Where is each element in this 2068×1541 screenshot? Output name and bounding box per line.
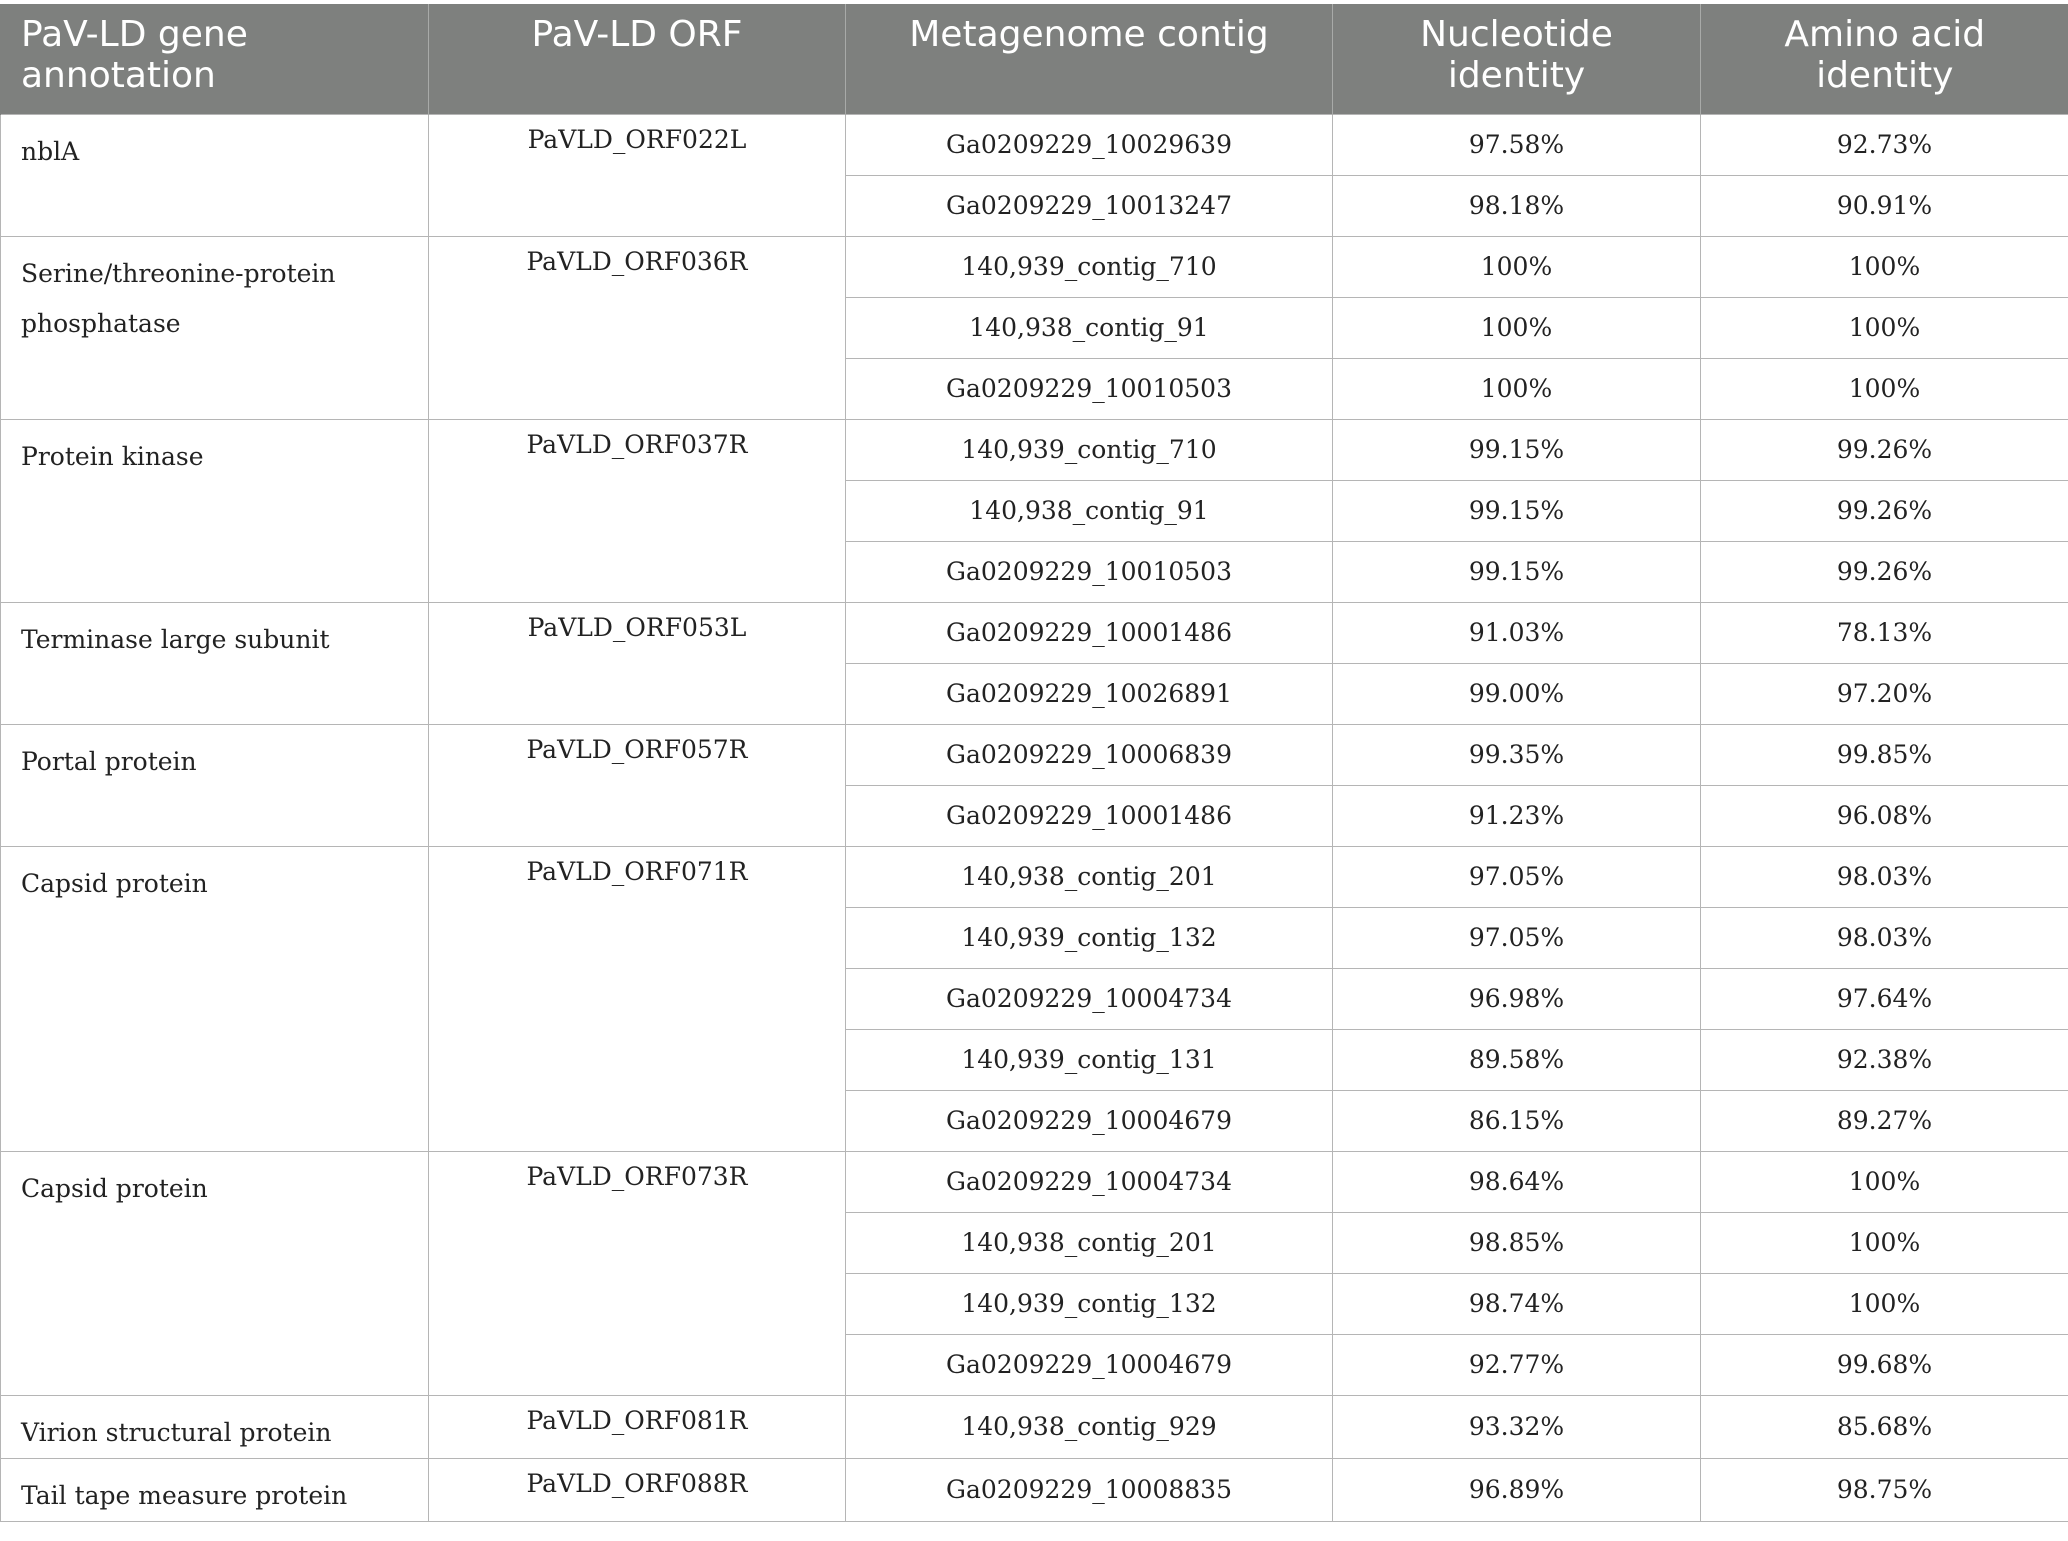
nucleotide-identity-cell: 98.74% <box>1333 1273 1701 1334</box>
amino-acid-identity-cell: 98.75% <box>1701 1458 2068 1521</box>
header-amino-acid-identity: Amino acid identity <box>1701 4 2068 114</box>
contig-cell: 140,938_contig_201 <box>846 846 1333 907</box>
nucleotide-identity-cell: 98.18% <box>1333 175 1701 236</box>
contig-cell: Ga0209229_10004679 <box>846 1334 1333 1395</box>
amino-acid-identity-cell: 100% <box>1701 358 2068 419</box>
table-row <box>1 1151 2068 1212</box>
amino-acid-identity-cell: 100% <box>1701 297 2068 358</box>
orf-cell: PaVLD_ORF036R <box>429 236 846 419</box>
amino-acid-identity-cell: 99.26% <box>1701 419 2068 480</box>
gene-annotation-cell: Capsid protein <box>1 1151 429 1395</box>
contig-cell: Ga0209229_10006839 <box>846 724 1333 785</box>
nucleotide-identity-cell: 97.05% <box>1333 846 1701 907</box>
gene-annotation-cell: nblA <box>1 114 429 236</box>
gene-annotation-cell: Protein kinase <box>1 419 429 602</box>
gene-annotation-cell: Terminase large subunit <box>1 602 429 724</box>
amino-acid-identity-cell: 85.68% <box>1701 1395 2068 1458</box>
nucleotide-identity-cell: 99.15% <box>1333 419 1701 480</box>
orf-cell: PaVLD_ORF073R <box>429 1151 846 1395</box>
nucleotide-identity-cell: 96.89% <box>1333 1458 1701 1521</box>
contig-cell: 140,939_contig_132 <box>846 1273 1333 1334</box>
contig-cell: 140,939_contig_710 <box>846 419 1333 480</box>
contig-cell: Ga0209229_10010503 <box>846 541 1333 602</box>
header-row <box>1 4 2068 114</box>
nucleotide-identity-cell: 100% <box>1333 297 1701 358</box>
nucleotide-identity-cell: 97.58% <box>1333 114 1701 175</box>
orf-cell: PaVLD_ORF088R <box>429 1458 846 1521</box>
orf-cell: PaVLD_ORF071R <box>429 846 846 1151</box>
orf-cell: PaVLD_ORF057R <box>429 724 846 846</box>
amino-acid-identity-cell: 92.38% <box>1701 1029 2068 1090</box>
nucleotide-identity-cell: 100% <box>1333 236 1701 297</box>
amino-acid-identity-cell: 99.85% <box>1701 724 2068 785</box>
contig-cell: Ga0209229_10001486 <box>846 785 1333 846</box>
nucleotide-identity-cell: 100% <box>1333 358 1701 419</box>
gene-annotation-cell: Portal protein <box>1 724 429 846</box>
table-row <box>1 724 2068 785</box>
header-orf: PaV-LD ORF <box>429 4 846 114</box>
table-row <box>1 1458 2068 1521</box>
header-gene-annotation: PaV-LD gene annotation <box>1 4 429 114</box>
nucleotide-identity-cell: 96.98% <box>1333 968 1701 1029</box>
contig-cell: 140,939_contig_131 <box>846 1029 1333 1090</box>
table-header <box>1 4 2068 114</box>
contig-cell: Ga0209229_10013247 <box>846 175 1333 236</box>
amino-acid-identity-cell: 97.64% <box>1701 968 2068 1029</box>
amino-acid-identity-cell: 97.20% <box>1701 663 2068 724</box>
contig-cell: 140,938_contig_929 <box>846 1395 1333 1458</box>
table-row <box>1 846 2068 907</box>
nucleotide-identity-cell: 99.35% <box>1333 724 1701 785</box>
nucleotide-identity-cell: 98.64% <box>1333 1151 1701 1212</box>
amino-acid-identity-cell: 100% <box>1701 1151 2068 1212</box>
nucleotide-identity-cell: 92.77% <box>1333 1334 1701 1395</box>
header-metagenome-contig: Metagenome contig <box>846 4 1333 114</box>
nucleotide-identity-cell: 98.85% <box>1333 1212 1701 1273</box>
orf-cell: PaVLD_ORF081R <box>429 1395 846 1458</box>
contig-cell: Ga0209229_10004734 <box>846 1151 1333 1212</box>
orf-cell: PaVLD_ORF053L <box>429 602 846 724</box>
amino-acid-identity-cell: 98.03% <box>1701 846 2068 907</box>
amino-acid-identity-cell: 92.73% <box>1701 114 2068 175</box>
orf-cell: PaVLD_ORF037R <box>429 419 846 602</box>
contig-cell: Ga0209229_10004734 <box>846 968 1333 1029</box>
nucleotide-identity-cell: 99.00% <box>1333 663 1701 724</box>
amino-acid-identity-cell: 96.08% <box>1701 785 2068 846</box>
gene-annotation-cell: Serine/threonine-protein phosphatase <box>1 236 429 419</box>
contig-cell: Ga0209229_10010503 <box>846 358 1333 419</box>
gene-annotation-cell: Tail tape measure protein <box>1 1458 429 1521</box>
contig-cell: 140,938_contig_91 <box>846 480 1333 541</box>
nucleotide-identity-cell: 86.15% <box>1333 1090 1701 1151</box>
nucleotide-identity-cell: 97.05% <box>1333 907 1701 968</box>
amino-acid-identity-cell: 99.26% <box>1701 480 2068 541</box>
amino-acid-identity-cell: 89.27% <box>1701 1090 2068 1151</box>
nucleotide-identity-cell: 91.03% <box>1333 602 1701 663</box>
header-nucleotide-identity: Nucleotide identity <box>1333 4 1701 114</box>
contig-cell: 140,938_contig_201 <box>846 1212 1333 1273</box>
contig-cell: Ga0209229_10004679 <box>846 1090 1333 1151</box>
amino-acid-identity-cell: 99.68% <box>1701 1334 2068 1395</box>
table-row <box>1 419 2068 480</box>
amino-acid-identity-cell: 99.26% <box>1701 541 2068 602</box>
amino-acid-identity-cell: 100% <box>1701 236 2068 297</box>
table-row <box>1 114 2068 175</box>
contig-cell: Ga0209229_10029639 <box>846 114 1333 175</box>
table-row <box>1 236 2068 297</box>
table-row <box>1 1395 2068 1458</box>
gene-annotation-cell: Virion structural protein <box>1 1395 429 1458</box>
gene-annotation-cell: Capsid protein <box>1 846 429 1151</box>
contig-cell: Ga0209229_10001486 <box>846 602 1333 663</box>
amino-acid-identity-cell: 90.91% <box>1701 175 2068 236</box>
contig-cell: Ga0209229_10008835 <box>846 1458 1333 1521</box>
nucleotide-identity-cell: 89.58% <box>1333 1029 1701 1090</box>
nucleotide-identity-cell: 91.23% <box>1333 785 1701 846</box>
amino-acid-identity-cell: 78.13% <box>1701 602 2068 663</box>
nucleotide-identity-cell: 99.15% <box>1333 541 1701 602</box>
nucleotide-identity-cell: 93.32% <box>1333 1395 1701 1458</box>
table-body <box>1 114 2068 1521</box>
amino-acid-identity-cell: 100% <box>1701 1273 2068 1334</box>
identity-table <box>0 4 2068 1522</box>
amino-acid-identity-cell: 100% <box>1701 1212 2068 1273</box>
amino-acid-identity-cell: 98.03% <box>1701 907 2068 968</box>
contig-cell: 140,939_contig_132 <box>846 907 1333 968</box>
contig-cell: Ga0209229_10026891 <box>846 663 1333 724</box>
contig-cell: 140,938_contig_91 <box>846 297 1333 358</box>
nucleotide-identity-cell: 99.15% <box>1333 480 1701 541</box>
orf-cell: PaVLD_ORF022L <box>429 114 846 236</box>
contig-cell: 140,939_contig_710 <box>846 236 1333 297</box>
table-row <box>1 602 2068 663</box>
